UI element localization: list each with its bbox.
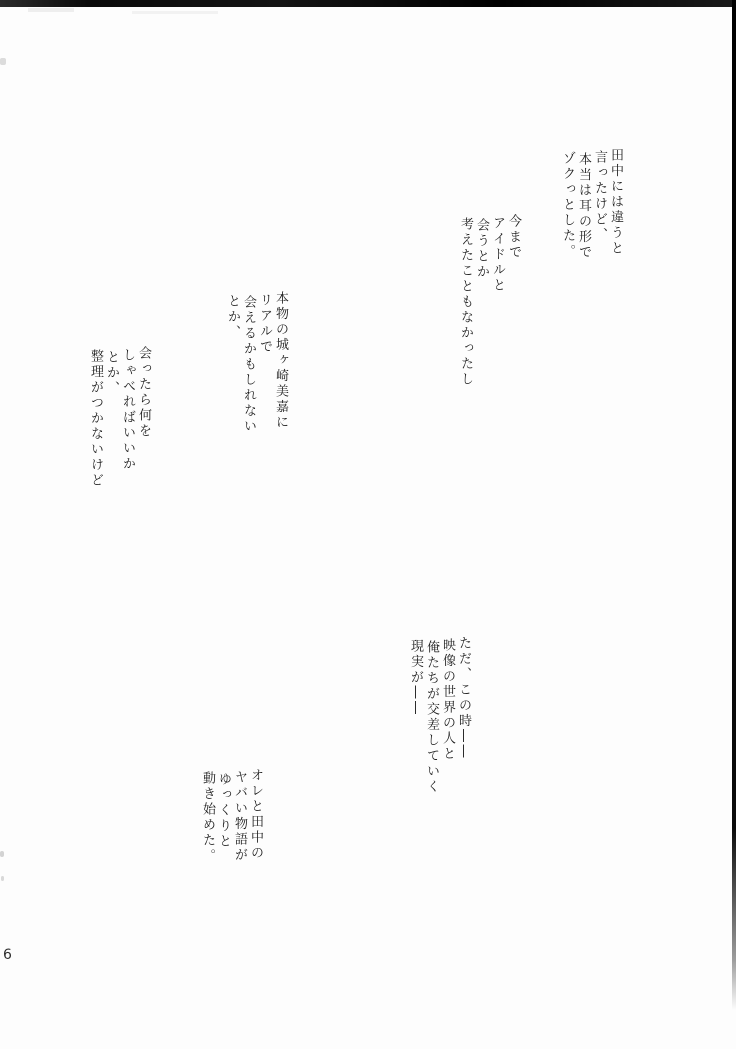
page-number: 6 bbox=[3, 947, 12, 963]
vertical-text-line: とか、 bbox=[225, 294, 240, 341]
scan-speck bbox=[1, 876, 4, 881]
vertical-text-line: 動き始めた。 bbox=[200, 771, 215, 864]
vertical-text-line: 考えたこともなかったし bbox=[458, 217, 473, 388]
vertical-text-line: 整理がつかないけど bbox=[88, 349, 103, 489]
vertical-text-line: 田中には違うと bbox=[608, 148, 623, 257]
scan-speck bbox=[0, 58, 6, 65]
vertical-text-line: 会うとか bbox=[474, 218, 489, 280]
vertical-text-line: リアルで bbox=[257, 293, 272, 355]
right-edge-scan-line bbox=[732, 0, 736, 1010]
vertical-text-line: 映像の世界の人と bbox=[440, 638, 455, 762]
vertical-text-line: ただ、この時―― bbox=[456, 636, 471, 760]
vertical-text-line: 本当は耳の形で bbox=[576, 152, 591, 261]
scan-smudge bbox=[132, 11, 218, 14]
vertical-text-block-3 bbox=[224, 291, 288, 441]
vertical-text-block-6 bbox=[199, 768, 263, 888]
vertical-text-block-2 bbox=[457, 214, 521, 394]
top-edge-scan-bar bbox=[0, 0, 736, 7]
scan-smudge bbox=[28, 8, 74, 12]
vertical-text-line: ヤバい物語が bbox=[232, 770, 247, 863]
vertical-text-line: 現実が―― bbox=[408, 639, 423, 717]
vertical-text-line: アイドルと bbox=[490, 216, 505, 294]
vertical-text-line: オレと田中の bbox=[248, 768, 263, 861]
vertical-text-line: しゃべればいいか bbox=[120, 348, 135, 472]
vertical-text-block-4 bbox=[87, 346, 151, 496]
vertical-text-block-5 bbox=[407, 636, 471, 796]
vertical-text-line: 会えるかもしれない bbox=[241, 295, 256, 435]
vertical-text-line: 今まで bbox=[506, 214, 521, 261]
vertical-text-line: 言ったけど、 bbox=[592, 150, 607, 243]
vertical-text-line: 会ったら何を bbox=[136, 346, 151, 439]
vertical-text-line: ゆっくりと bbox=[216, 772, 231, 850]
vertical-text-line: 俺たちが交差していく bbox=[424, 640, 439, 795]
vertical-text-line: 本物の城ヶ崎美嘉に bbox=[273, 291, 288, 431]
vertical-text-line: とか、 bbox=[104, 350, 119, 397]
vertical-text-line: ゾクっとした。 bbox=[560, 151, 575, 260]
scan-speck bbox=[0, 851, 4, 857]
vertical-text-block-1 bbox=[559, 148, 623, 318]
